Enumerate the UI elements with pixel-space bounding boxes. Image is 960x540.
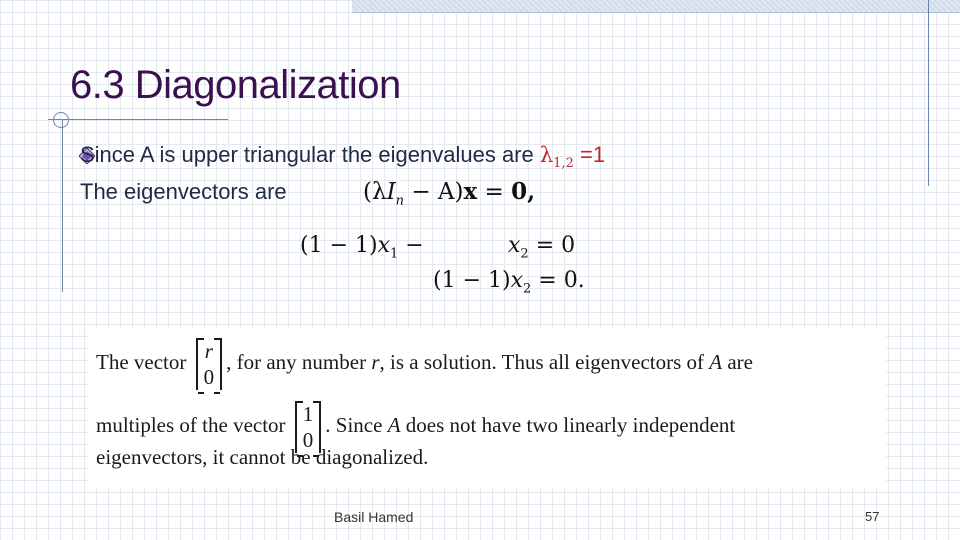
eigenvalue-statement — [80, 142, 605, 171]
vector-1-bottom: 0 — [302, 428, 314, 452]
eq-vector-x: x — [463, 178, 478, 205]
row1-rhs: = 0 — [528, 233, 576, 258]
row2-var-sub: 2 — [523, 281, 532, 297]
eq-minus-a: − A) — [404, 179, 464, 205]
excerpt-line-1 — [96, 338, 753, 390]
vector-r-bottom: 0 — [203, 365, 215, 389]
eq-comma: , — [527, 178, 536, 205]
excerpt-text: . Since — [325, 412, 388, 437]
excerpt-text: , is a solution. Thus all eigenvectors of — [379, 349, 710, 374]
eigenvalue-symbol — [539, 143, 574, 172]
system-row2 — [433, 268, 585, 296]
row2-coef: (1 − 1) — [433, 268, 511, 293]
row1-coef: (1 − 1) — [300, 233, 378, 258]
eq-identity-sub: n — [395, 193, 405, 209]
lambda-subscript: 1,2 — [553, 156, 574, 172]
eq-zero-vector: 0 — [511, 178, 528, 205]
eq-identity: I — [386, 179, 396, 205]
excerpt-var-a: A — [387, 412, 401, 437]
excerpt-var-a: A — [709, 349, 723, 374]
lambda-glyph: λ — [539, 143, 554, 167]
excerpt-var-r: r — [371, 349, 380, 374]
eq-lambda: (λ — [363, 179, 387, 205]
vector-r-0 — [196, 338, 223, 390]
vector-r-top: r — [204, 339, 213, 363]
eigenvector-statement: The eigenvectors are — [80, 179, 287, 204]
excerpt-line-3: eigenvectors, it cannot be diagonalized. — [96, 445, 429, 469]
left-decorative-line — [62, 120, 63, 292]
excerpt-text: , for any number — [226, 349, 372, 374]
slide-title: 6.3 Diagonalization — [70, 63, 401, 107]
excerpt-text: are — [722, 349, 753, 374]
excerpt-text: does not have two linearly independent — [400, 412, 736, 437]
row1-var: x — [377, 233, 391, 258]
row1-var-sub: 1 — [390, 246, 399, 262]
top-decorative-band — [352, 0, 960, 13]
page-number: 57 — [865, 509, 880, 524]
circle-ornament — [53, 112, 69, 128]
excerpt-text: The vector — [96, 349, 192, 374]
row1-var2: x — [508, 233, 521, 258]
system-row1-right — [508, 233, 575, 261]
row2-var: x — [510, 268, 524, 293]
footer-author: Basil Hamed — [334, 509, 414, 525]
right-decorative-line — [928, 0, 929, 186]
row2-rhs: = 0. — [531, 268, 585, 293]
eigen-equation — [363, 178, 535, 209]
eigenvalue-text: Since A is upper triangular the eigenvalues are — [80, 142, 540, 167]
row1-var2-sub: 2 — [520, 246, 529, 262]
row1-minus: − — [398, 233, 424, 258]
textbook-excerpt — [88, 328, 886, 488]
vector-1-top: 1 — [302, 402, 314, 426]
eigenvalue-value: =1 — [579, 142, 606, 167]
excerpt-text: multiples of the vector — [96, 412, 291, 437]
eq-equals: = — [477, 179, 512, 205]
system-row1-left — [300, 233, 424, 261]
title-underline — [48, 119, 228, 120]
